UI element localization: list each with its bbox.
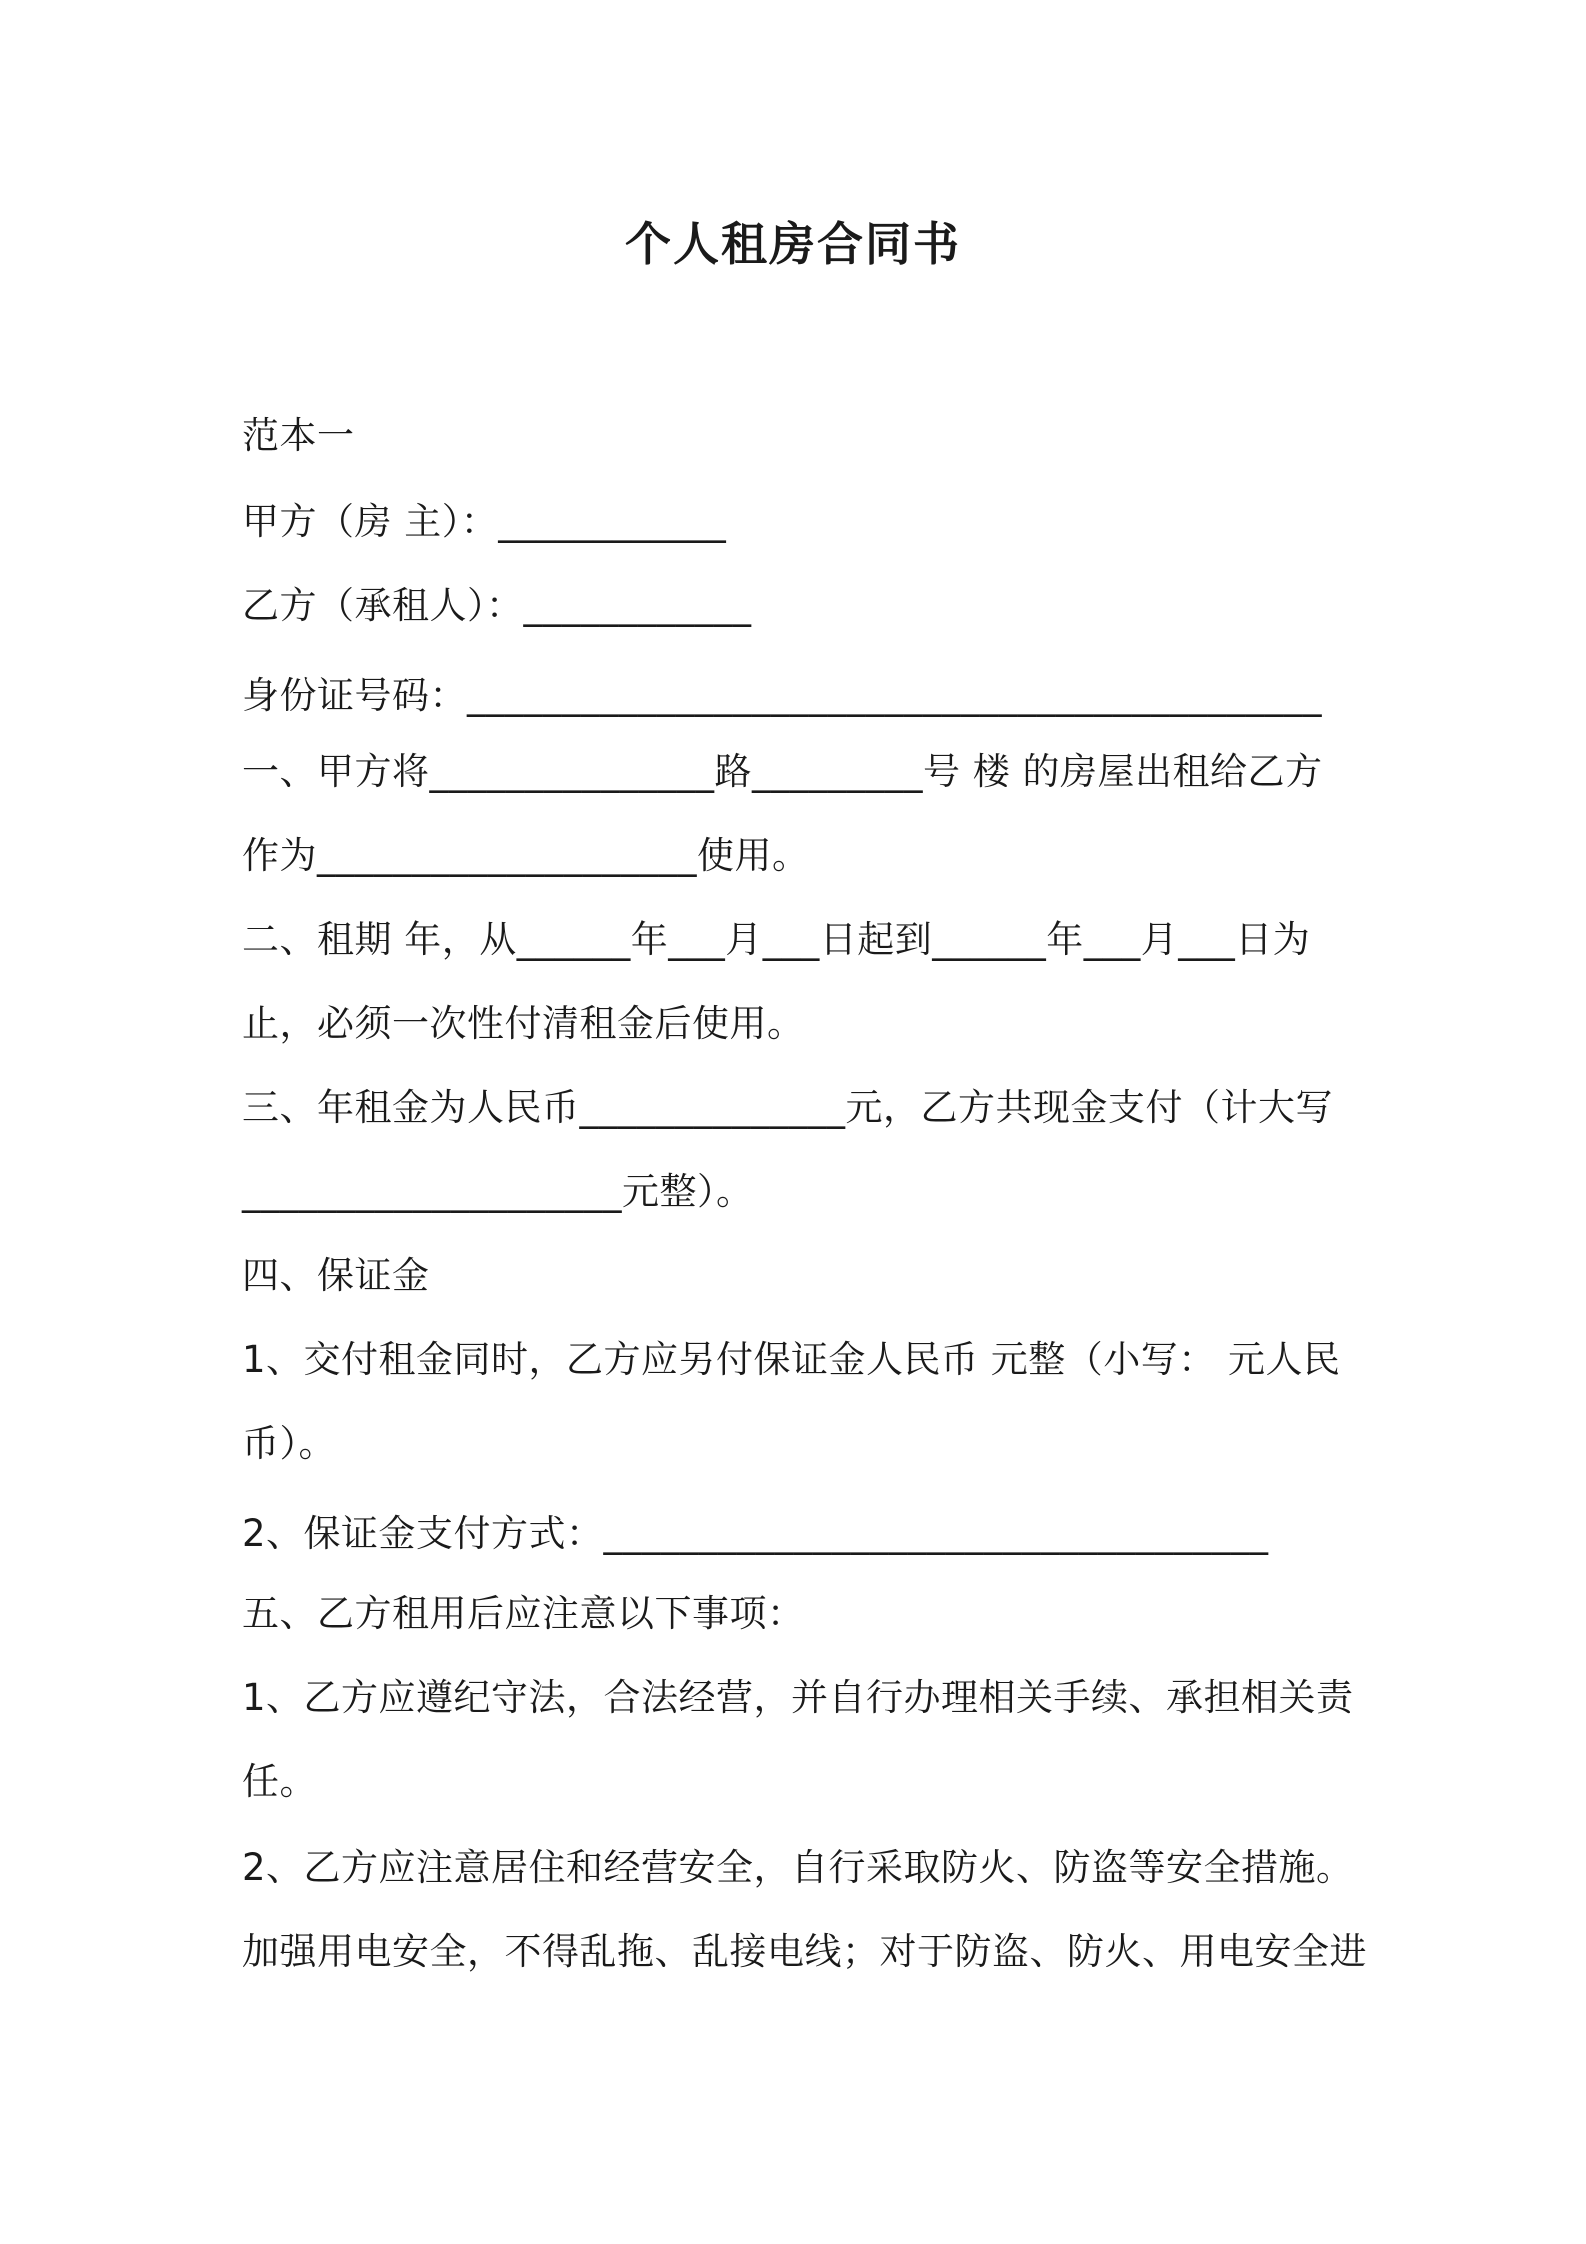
sample-label: 范本一 bbox=[242, 414, 355, 457]
clause-3-line-1: 三、年租金为人民币______________元，乙方共现金支付（计大写 bbox=[242, 1086, 1333, 1129]
clause-4-heading: 四、保证金 bbox=[242, 1254, 430, 1297]
clause-2-line-2: 止，必须一次性付清租金后使用。 bbox=[242, 1002, 805, 1045]
clause-2-line-1: 二、租期 年，从______年___月___日起到______年___月___日为 bbox=[242, 918, 1311, 961]
clause-4-item-2: 2、保证金支付方式：___________________________________ bbox=[242, 1512, 1269, 1555]
tenant-line: 乙方（承租人）：____________ bbox=[242, 584, 752, 627]
clause-1-line-2: 作为____________________使用。 bbox=[242, 834, 810, 877]
id-number-line: 身份证号码：_____________________________________________ bbox=[242, 674, 1322, 717]
clause-5-item-1-line-1: 1、乙方应遵纪守法，合法经营，并自行办理相关手续、承担相关责 bbox=[242, 1676, 1354, 1719]
clause-3-line-2: ____________________元整）。 bbox=[242, 1170, 754, 1213]
landlord-line: 甲方（房 主）：____________ bbox=[242, 500, 727, 543]
clause-4-item-1-line-1: 1、交付租金同时，乙方应另付保证金人民币 元整（小写： 元人民 bbox=[242, 1338, 1341, 1381]
clause-1-line-1: 一、甲方将_______________路_________号 楼 的房屋出租给乙方 bbox=[242, 750, 1323, 793]
clause-5-item-2-line-2: 加强用电安全，不得乱拖、乱接电线；对于防盗、防火、用电安全进 bbox=[242, 1930, 1367, 1973]
clause-5-heading: 五、乙方租用后应注意以下事项： bbox=[242, 1592, 805, 1635]
document-title: 个人租房合同书 bbox=[625, 217, 961, 271]
clause-5-item-2-line-1: 2、乙方应注意居住和经营安全，自行采取防火、防盗等安全措施。 bbox=[242, 1846, 1354, 1889]
clause-5-item-1-line-2: 任。 bbox=[242, 1760, 317, 1803]
clause-4-item-1-line-2: 币）。 bbox=[242, 1422, 336, 1465]
